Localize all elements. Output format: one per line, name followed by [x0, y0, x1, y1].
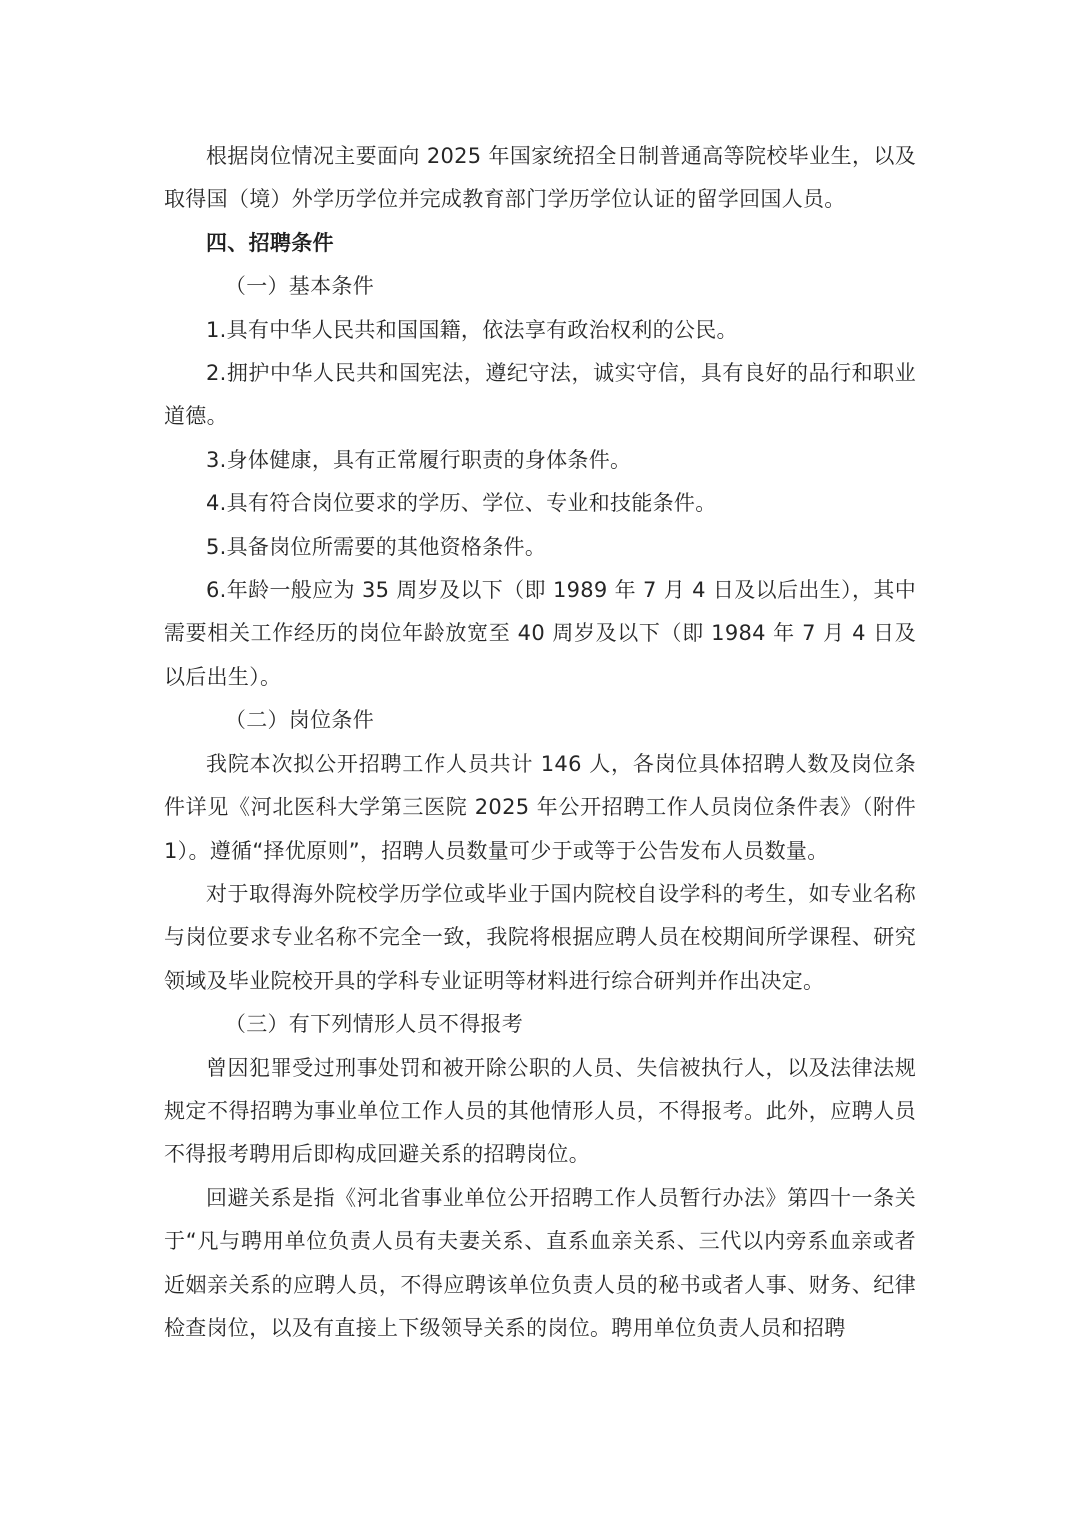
condition-item-1: 1.具有中华人民共和国国籍，依法享有政治权利的公民。 [206, 317, 738, 342]
condition-item-4: 4.具有符合岗位要求的学历、学位、专业和技能条件。 [206, 491, 717, 516]
condition-item-5: 5.具备岗位所需要的其他资格条件。 [206, 534, 547, 559]
paragraph-target-applicants: 根据岗位情况主要面向 2025 年国家统招全日制普通高等院校毕业生，以及取得国（境）外学历学位并完成教育部门学历学位认证的留学回国人员。 [164, 144, 916, 212]
condition-item-2: 2.拥护中华人民共和国宪法，遵纪守法，诚实守信，具有良好的品行和职业道德。 [164, 361, 916, 429]
paragraph-avoidance-relationship: 回避关系是指《河北省事业单位公开招聘工作人员暂行办法》第四十一条关于“凡与聘用单位负责人员有夫妻关系、直系血亲关系、三代以内旁系血亲或者近姻亲关系的应聘人员，不得应聘该单位负责人员的秘书或者人事、财务、纪律检查岗位，以及有直接上下级领导关系的岗位。聘用单位负责人员和招聘 [164, 1185, 916, 1340]
document-body [164, 135, 916, 1350]
paragraph-overseas-degree: 对于取得海外院校学历学位或毕业于国内院校自设学科的考生，如专业名称与岗位要求专业名称不完全一致，我院将根据应聘人员在校期间所学课程、研究领域及毕业院校开具的学科专业证明等材料进行综合研判并作出决定。 [164, 881, 916, 993]
subheading-basic-conditions: （一）基本条件 [224, 274, 374, 299]
subheading-position-conditions: （二）岗位条件 [224, 708, 374, 733]
subheading-ineligible-persons: （三）有下列情形人员不得报考 [224, 1012, 524, 1037]
condition-item-3: 3.身体健康，具有正常履行职责的身体条件。 [206, 447, 632, 472]
condition-item-6: 6.年龄一般应为 35 周岁及以下（即 1989 年 7 月 4 日及以后出生），其中需要相关工作经历的岗位年龄放宽至 40 周岁及以下（即 1984 年 7 月 4 日及以后出生）。 [164, 578, 916, 689]
paragraph-ineligible-details: 曾因犯罪受过刑事处罚和被开除公职的人员、失信被执行人，以及法律法规规定不得招聘为事业单位工作人员的其他情形人员，不得报考。此外，应聘人员不得报考聘用后即构成回避关系的招聘岗位。 [164, 1055, 916, 1167]
paragraph-position-count: 我院本次拟公开招聘工作人员共计 146 人，各岗位具体招聘人数及岗位条件详见《河北医科大学第三医院 2025 年公开招聘工作人员岗位条件表》（附件 1）。遵循“择优原则”，招聘人员数量可少于或等于公告发布人员数量。 [164, 751, 916, 863]
section-heading-recruitment-conditions: 四、招聘条件 [206, 230, 334, 255]
